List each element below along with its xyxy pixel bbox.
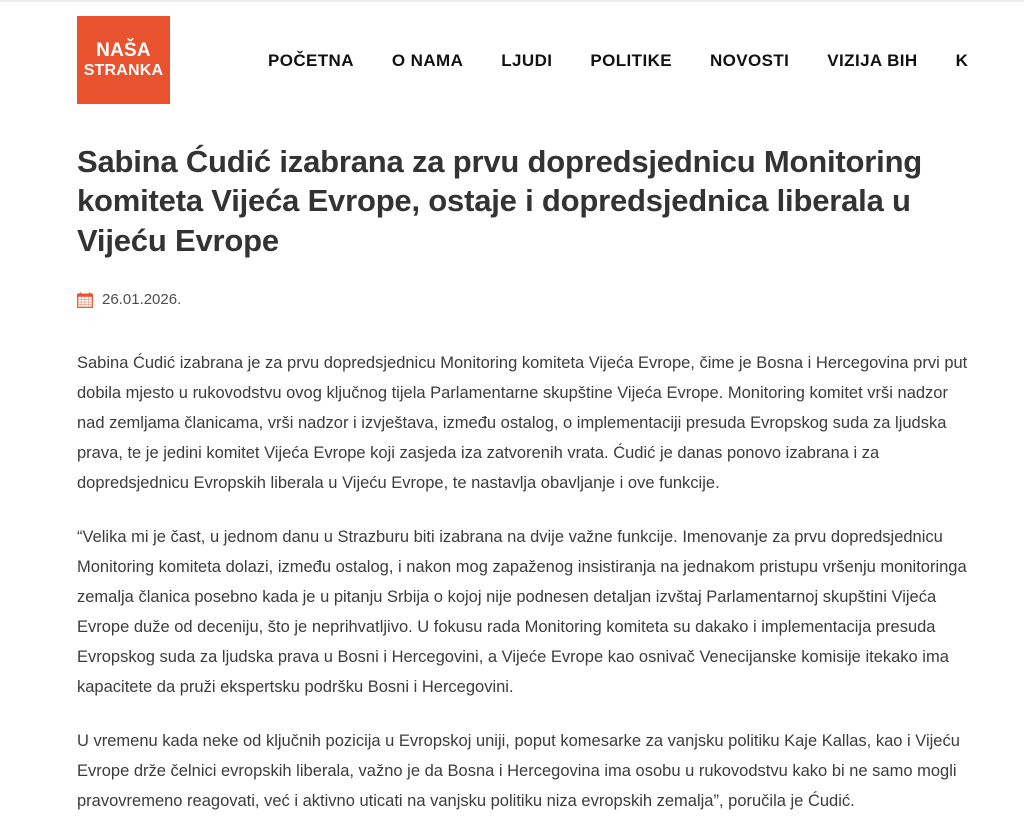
brand-logo[interactable]	[77, 16, 170, 104]
nav-item-novosti[interactable]: NOVOSTI	[709, 51, 790, 70]
article	[0, 142, 1024, 816]
site-header	[0, 2, 1024, 120]
nav-item-o-nama[interactable]: O NAMA	[391, 51, 464, 70]
nav-item-vizija-bih[interactable]: VIZIJA BIH	[827, 51, 918, 70]
main-navigation	[268, 2, 968, 120]
calendar-icon	[77, 292, 93, 308]
brand-logo-line-1: NAŠA	[96, 40, 151, 62]
article-body	[77, 348, 980, 816]
brand-logo-line-2: STRANKA	[83, 61, 164, 79]
article-meta	[77, 291, 980, 308]
nav-item-truncated[interactable]: K	[955, 51, 969, 70]
article-paragraph: “Velika mi je čast, u jednom danu u Strazburu biti izabrana na dvije važne funkcije. Imenovanje za prvu dopredsjednicu Monitoring komiteta dolazi, između ostalog, i nakon mog zapaženog insistiranja na jednakom pristupu vršenju monitoringa zemalja članica posebno kada je u pitanju Srbija o kojoj nije podnesen detaljan izvštaj Parlamentarnoj skupštini Vijeća Evrope duže od deceniju, što je neprihvatljivo. U fokusu rada Monitoring komiteta su dakako i implementacija presuda Evropskog suda za ljudska prava u Bosni i Hercegovini, a Vijeće Evrope kao osnivač Venecijanske komisije itekako ima kapacitete da pruži ekspertsku podršku Bosni i Hercegovini.	[77, 528, 967, 697]
nav-item-ljudi[interactable]: LJUDI	[501, 51, 553, 70]
nav-item-pocetna[interactable]: POČETNA	[268, 51, 354, 70]
article-paragraph: U vremenu kada neke od ključnih pozicija u Evropskoj uniji, poput komesarke za vanjsku politiku Kaje Kallas, kao i Vijeću Evrope drže čelnici evropskih liberala, važno je da Bosna i Hercegovina ima osobu u rukovodstvu kako bi ne samo mogli pravovremeno reagovati, već i aktivno uticati na vanjsku politiku niza evropskih zemalja”, poručila je Ćudić.	[77, 732, 960, 811]
article-date: 26.01.2026.	[102, 291, 182, 309]
article-paragraph: Sabina Ćudić izabrana je za prvu dopredsjednicu Monitoring komiteta Vijeća Evrope, čime je Bosna i Hercegovina prvi put dobila mjesto u rukovodstvu ovog ključnog tijela Parlamentarne skupštine Vijeća Evrope. Monitoring komitet vrši nadzor nad zemljama članicama, vrši nadzor i izvještava, između ostalog, o implementaciji presuda Evropskog suda za ljudska prava, te je jedini komitet Vijeća Evrope koji zasjeda iza zatvorenih vrata. Ćudić je danas ponovo izabrana i za dopredsjednicu Evropskih liberala u Vijeću Evrope, te nastavlja obavljanje i ove funkcije.	[77, 354, 968, 493]
nav-item-politike[interactable]: POLITIKE	[590, 51, 672, 70]
article-title: Sabina Ćudić izabrana za prvu dopredsjednicu Monitoring komiteta Vijeća Evrope, ostaje i dopredsjednica liberala u Vijeću Evrope	[77, 144, 923, 258]
